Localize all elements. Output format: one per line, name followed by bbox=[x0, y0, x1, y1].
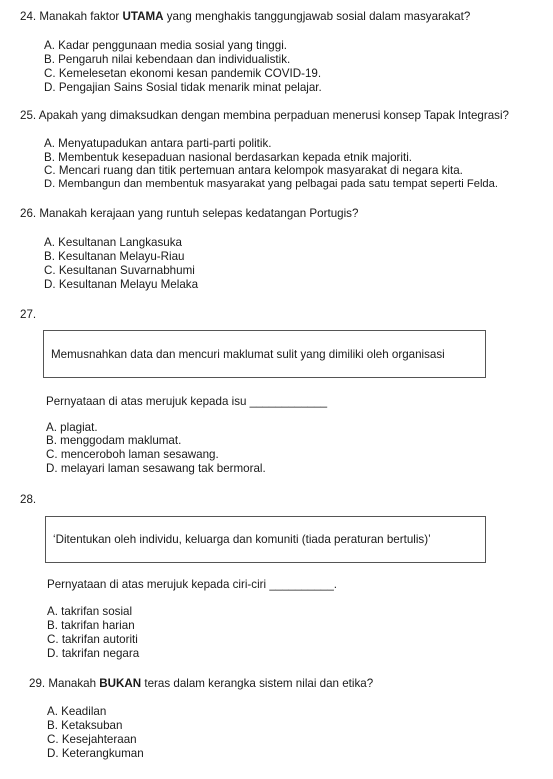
option-c: C. Mencari ruang dan titik pertemuan antara kelompok masyarakat di negara kita. bbox=[44, 164, 463, 177]
statement-text: ‘Ditentukan oleh individu, keluarga dan komuniti (tiada peraturan bertulis)’ bbox=[53, 533, 431, 546]
option-d: D. melayari laman sesawang tak bermoral. bbox=[46, 462, 266, 475]
statement-box bbox=[45, 516, 486, 563]
option-d: D. Pengajian Sains Sosial tidak menarik minat pelajar. bbox=[44, 81, 322, 94]
option-d: D. takrifan negara bbox=[47, 647, 140, 660]
option-d: D. Kesultanan Melayu Melaka bbox=[44, 278, 199, 291]
question-29 bbox=[29, 677, 373, 690]
option-b: B. takrifan harian bbox=[47, 619, 135, 632]
option-b: B. Ketaksuban bbox=[47, 719, 123, 732]
question-text-pre: Manakah bbox=[48, 677, 100, 690]
option-d: D. Membangun dan membentuk masyarakat yang pelbagai pada satu tempat seperti Felda. bbox=[44, 178, 498, 190]
statement-text: Memusnahkan data dan mencuri maklumat sulit yang dimiliki oleh organisasi bbox=[51, 348, 445, 361]
question-26 bbox=[20, 207, 358, 220]
question-24 bbox=[20, 10, 470, 23]
question-emphasis: UTAMA bbox=[122, 10, 164, 23]
question-emphasis: BUKAN bbox=[99, 677, 142, 690]
question-text-pre: Manakah faktor bbox=[39, 10, 123, 23]
option-a: A. plagiat. bbox=[46, 421, 98, 434]
question-number-28: 28. bbox=[20, 493, 37, 506]
option-c: C. menceroboh laman sesawang. bbox=[46, 448, 219, 461]
option-b: B. menggodam maklumat. bbox=[46, 434, 182, 447]
question-number: 26. bbox=[20, 207, 37, 220]
option-b: B. Pengaruh nilai kebendaan dan individualistik. bbox=[44, 53, 291, 66]
option-c: C. Kesejahteraan bbox=[47, 733, 137, 746]
option-a: A. Menyatupadukan antara parti-parti politik. bbox=[44, 137, 272, 150]
question-text-post: teras dalam kerangka sistem nilai dan etika? bbox=[141, 677, 374, 690]
question-number: 25. bbox=[20, 109, 37, 122]
option-a: A. takrifan sosial bbox=[47, 605, 133, 618]
question-stem: Pernyataan di atas merujuk kepada ciri-ciri __________. bbox=[47, 578, 338, 591]
question-25 bbox=[20, 109, 509, 122]
option-a: A. Kadar penggunaan media sosial yang tinggi. bbox=[44, 39, 287, 52]
question-stem: Pernyataan di atas merujuk kepada isu ____________ bbox=[46, 395, 328, 408]
question-number: 29. bbox=[29, 677, 46, 690]
question-text: Manakah kerajaan yang runtuh selepas kedatangan Portugis? bbox=[39, 207, 359, 220]
statement-box bbox=[43, 330, 486, 378]
option-c: C. takrifan autoriti bbox=[47, 633, 138, 646]
option-d: D. Keterangkuman bbox=[47, 747, 144, 760]
option-c: C. Kesultanan Suvarnabhumi bbox=[44, 264, 195, 277]
option-a: A. Keadilan bbox=[47, 705, 107, 718]
option-c: C. Kemelesetan ekonomi kesan pandemik COVID-19. bbox=[44, 67, 322, 80]
question-number-27: 27. bbox=[20, 308, 37, 321]
question-text-post: yang menghakis tanggungjawab sosial dalam masyarakat? bbox=[163, 10, 471, 23]
question-number: 24. bbox=[20, 10, 37, 23]
option-b: B. Membentuk kesepaduan nasional berdasarkan kepada etnik majoriti. bbox=[44, 151, 412, 164]
option-a: A. Kesultanan Langkasuka bbox=[44, 236, 182, 249]
option-b: B. Kesultanan Melayu-Riau bbox=[44, 250, 185, 263]
question-text: Apakah yang dimaksudkan dengan membina perpaduan menerusi konsep Tapak Integrasi? bbox=[38, 109, 510, 122]
